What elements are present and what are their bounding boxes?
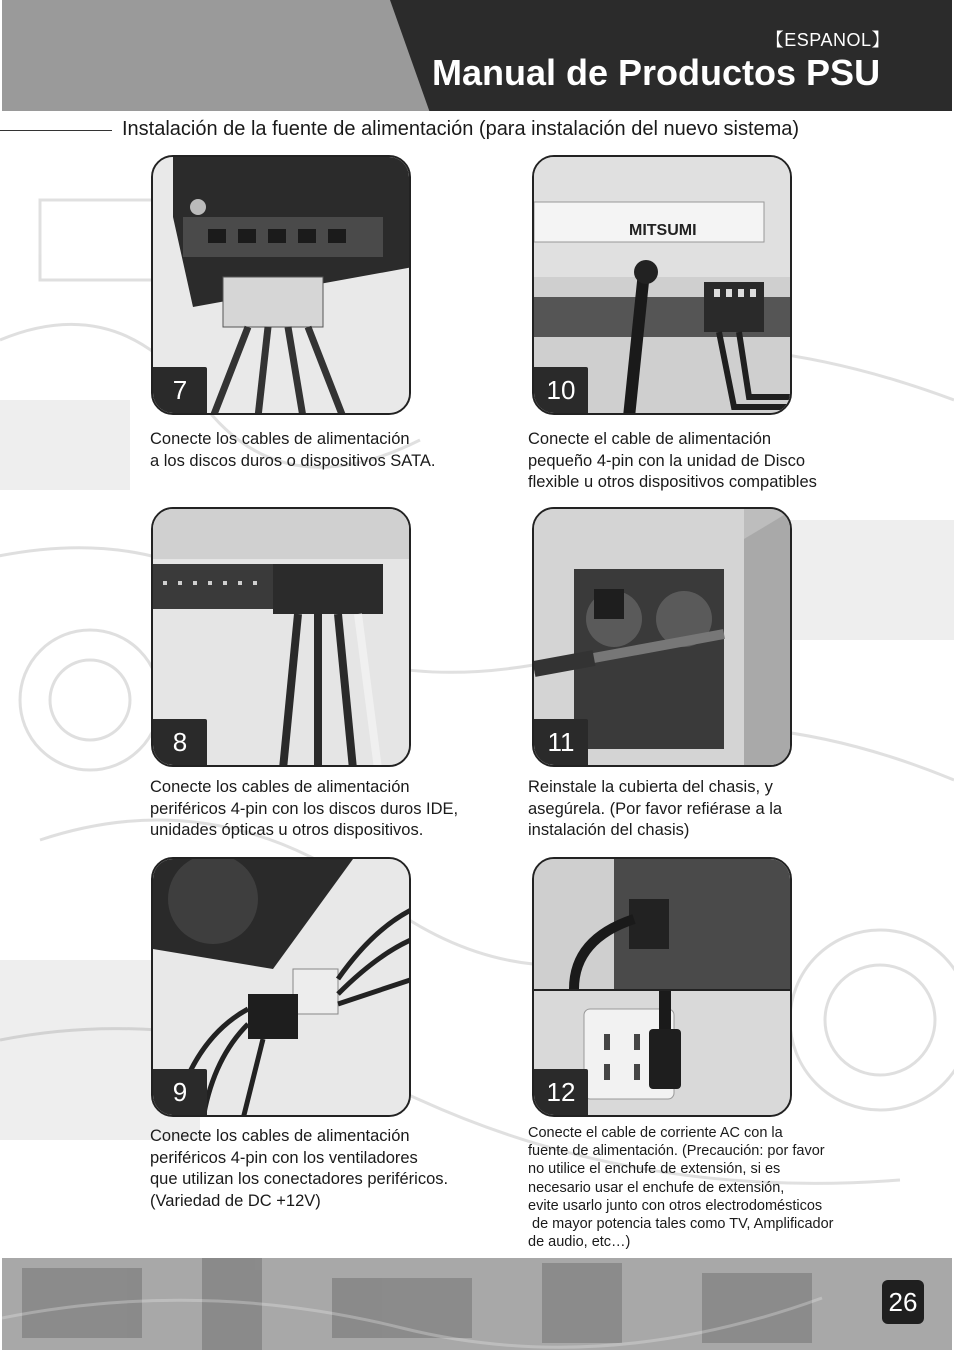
step-7-photo bbox=[151, 155, 411, 415]
background-watermark bbox=[0, 140, 954, 1260]
step-11-photo bbox=[532, 507, 792, 767]
step-10-photo bbox=[532, 155, 792, 415]
step-9-photo bbox=[151, 857, 411, 1117]
step-11-number: 11 bbox=[534, 719, 588, 765]
step-9-caption: Conecte los cables de alimentación periféricos 4-pin con los ventiladores que utilizan los conectadores periféricos. (Variedad de DC +12V) bbox=[150, 1127, 449, 1210]
step-8-photo bbox=[151, 507, 411, 767]
page-number: 26 bbox=[882, 1280, 924, 1324]
step-8-caption: Conecte los cables de alimentación periféricos 4-pin con los discos duros IDE, unidades ópticas u otros dispositivos. bbox=[150, 778, 459, 839]
step-10-number: 10 bbox=[534, 367, 588, 413]
step-10-caption: Conecte el cable de alimentación pequeño 4-pin con la unidad de Disco flexible u otros dispositivos compatibles bbox=[528, 430, 817, 491]
step-8-number: 8 bbox=[153, 719, 207, 765]
step-12-photo bbox=[532, 857, 792, 1117]
language-label: 【ESPANOL】 bbox=[765, 30, 890, 50]
step-12-caption: Conecte el cable de corriente AC con la fuente de alimentación. (Precaución: por favor no utilice el enchufe de extensión, si es necesario usar el enchufe de extensión, evite usarlo junto con otros electrodomésticos de mayor potencia tales como TV, Amplificador de audio, etc…) bbox=[528, 1125, 834, 1251]
step-7-caption: Conecte los cables de alimentación a los discos duros o dispositivos SATA. bbox=[150, 430, 436, 470]
page-title: Manual de Productos PSU bbox=[432, 52, 881, 93]
step-12-number: 12 bbox=[534, 1069, 588, 1115]
footer-band bbox=[2, 1258, 952, 1350]
step-7-number: 7 bbox=[153, 367, 207, 413]
step-11-caption: Reinstale la cubierta del chasis, y asegúrela. (Por favor refiérase a la instalación del chasis) bbox=[528, 778, 783, 839]
section-rule bbox=[0, 130, 112, 131]
footer-art bbox=[2, 1258, 952, 1350]
step-9-number: 9 bbox=[153, 1069, 207, 1115]
section-title: Instalación de la fuente de alimentación (para instalación del nuevo sistema) bbox=[122, 118, 800, 140]
mitsumi-label: MITSUMI bbox=[629, 222, 697, 239]
